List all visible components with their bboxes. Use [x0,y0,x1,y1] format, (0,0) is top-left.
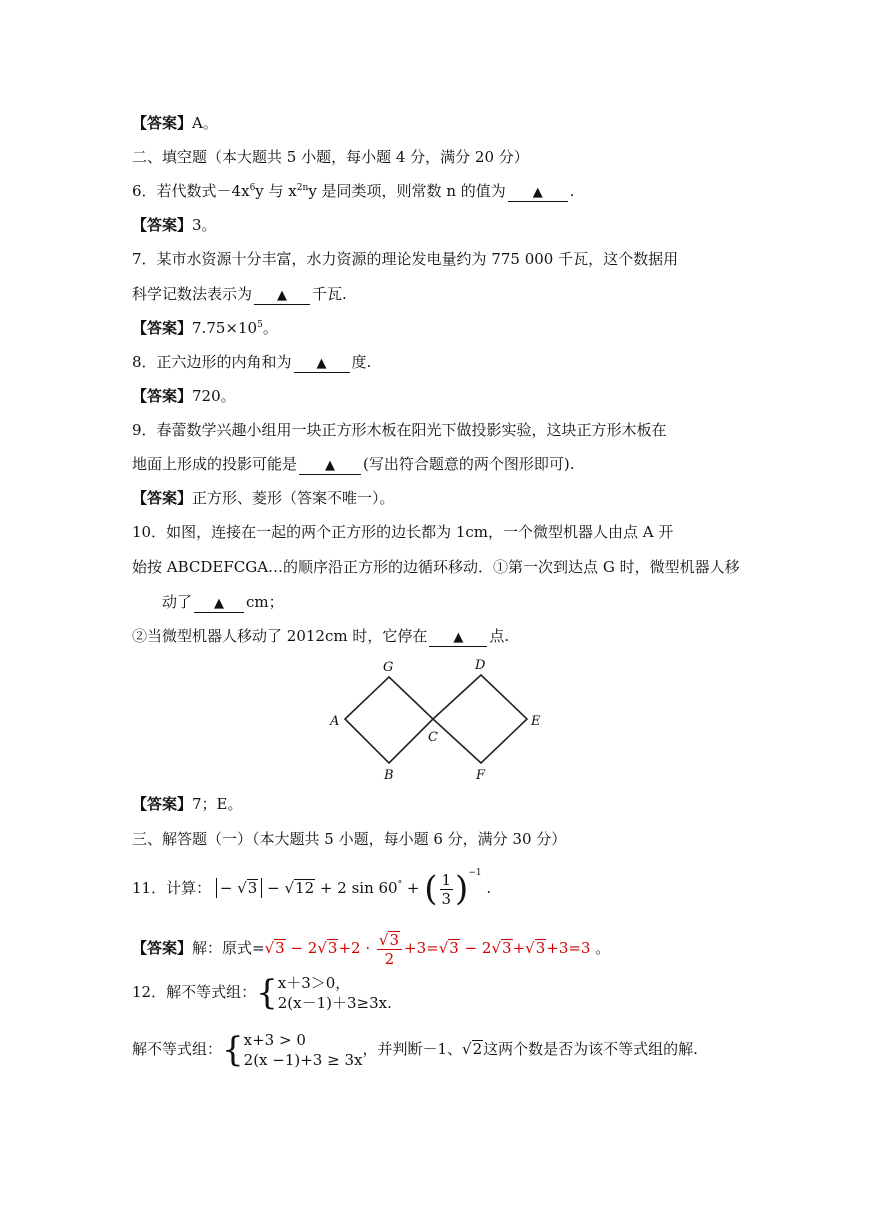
answer-5 [132,113,218,133]
right-square [433,675,527,763]
question-12: 12．解不等式组：{ x＋3＞0， 2(x－1)＋3≥3x. [132,973,392,1013]
label-B: B [384,768,394,783]
inequality-system: x+3 > 0 2(x −1)+3 ≥ 3x [243,1031,363,1069]
label-G: G [383,660,394,675]
answer-10: 【答案】7；E。 [132,795,243,813]
question-6: 6．若代数式$-4x^6y$ 与 $x^{2n}y$ 是同类项，则常数 n 的值为 ▲ . [132,182,575,200]
two-squares-figure [328,653,548,785]
answer-blank: ▲ [294,355,350,373]
question-10-line-2: 始按 ABCDEFCGA…的顺序沿正方形的边循环移动．①第一次到达点 G 时，微型机器人移 [132,558,740,576]
answer-blank: ▲ [508,184,568,202]
answer-6: 【答案】3。 [132,216,217,234]
question-10-line-1: 10．如图，连接在一起的两个正方形的边长都为 1cm，一个微型机器人由点 A 开 [132,523,674,541]
answer-11: 【答案】解：原式=√3 − 2√3+2 · $\frac{√3}{2}$ +3=√3 − 2√3+√3+3=3 。 [132,930,611,968]
section-3-heading: 三、解答题（一）（本大题共 5 小题，每小题 6 分，满分 30 分） [132,830,567,848]
question-11: 11．计算： − √3 − √12 + 2 sin 60° + ( $\frac{1}{3}$ )$^{-1}$ . [132,868,492,909]
question-10-line-4: ②当微型机器人移动了 2012cm 时，它停在 ▲ 点. [132,627,510,645]
question-9-line-2: 地面上形成的投影可能是 ▲ (写出符合题意的两个图形即可). [132,455,575,473]
fraction-one-third: $\frac{1}{3}$ [441,870,452,908]
answer-tag: 【答案】 [132,114,193,132]
question-9-line-1: 9．春蕾数学兴趣小组用一块正方形木板在阳光下做投影实验，这块正方形木板在 [132,421,667,439]
question-7-line-2: 科学记数法表示为 ▲ 千瓦. [132,285,347,303]
question-8: 8．正六边形的内角和为 ▲ 度. [132,353,372,371]
answer-7: 【答案】$7.75\times 10^5$。 [132,319,278,337]
label-A: A [330,714,340,729]
answer-tag: 【答案】 [132,939,193,957]
answer-8: 【答案】720。 [132,387,236,405]
section-2-heading: 二、填空题（本大题共 5 小题，每小题 4 分，满分 20 分） [132,148,529,166]
answer-tag: 【答案】 [132,319,193,337]
inequality-system: x＋3＞0， 2(x－1)＋3≥3x. [277,974,392,1012]
label-F: F [476,768,486,783]
label-D: D [475,658,486,673]
answer-blank: ▲ [299,457,361,475]
left-square [345,677,433,763]
answer-blank: ▲ [194,595,244,613]
answer-expression: √3 − 2√3+2 · $\frac{√3}{2}$ +3=√3 − 2√3+√3+3=3 [264,930,591,968]
absolute-value: − √3 [216,878,262,898]
answer-tag: 【答案】 [132,216,193,234]
question-7-line-1: 7．某市水资源十分丰富，水力资源的理论发电量约为 775 000 千瓦，这个数据用 [132,250,679,268]
answer-blank: ▲ [254,287,310,305]
answer-blank: ▲ [429,629,487,647]
label-E: E [531,714,541,729]
answer-tag: 【答案】 [132,387,193,405]
label-C: C [428,730,438,745]
question-12-full: 解不等式组：{ x+3 > 0 2(x −1)+3 ≥ 3x ，并判断－1、√2这两个数是否为该不等式组的解. [132,1030,698,1070]
question-10-line-3: 动了 ▲ cm； [162,593,284,611]
answer-tag: 【答案】 [132,489,193,507]
answer-text: A。 [192,114,218,132]
answer-9: 【答案】正方形、菱形（答案不唯一）。 [132,489,395,507]
answer-tag: 【答案】 [132,795,193,813]
